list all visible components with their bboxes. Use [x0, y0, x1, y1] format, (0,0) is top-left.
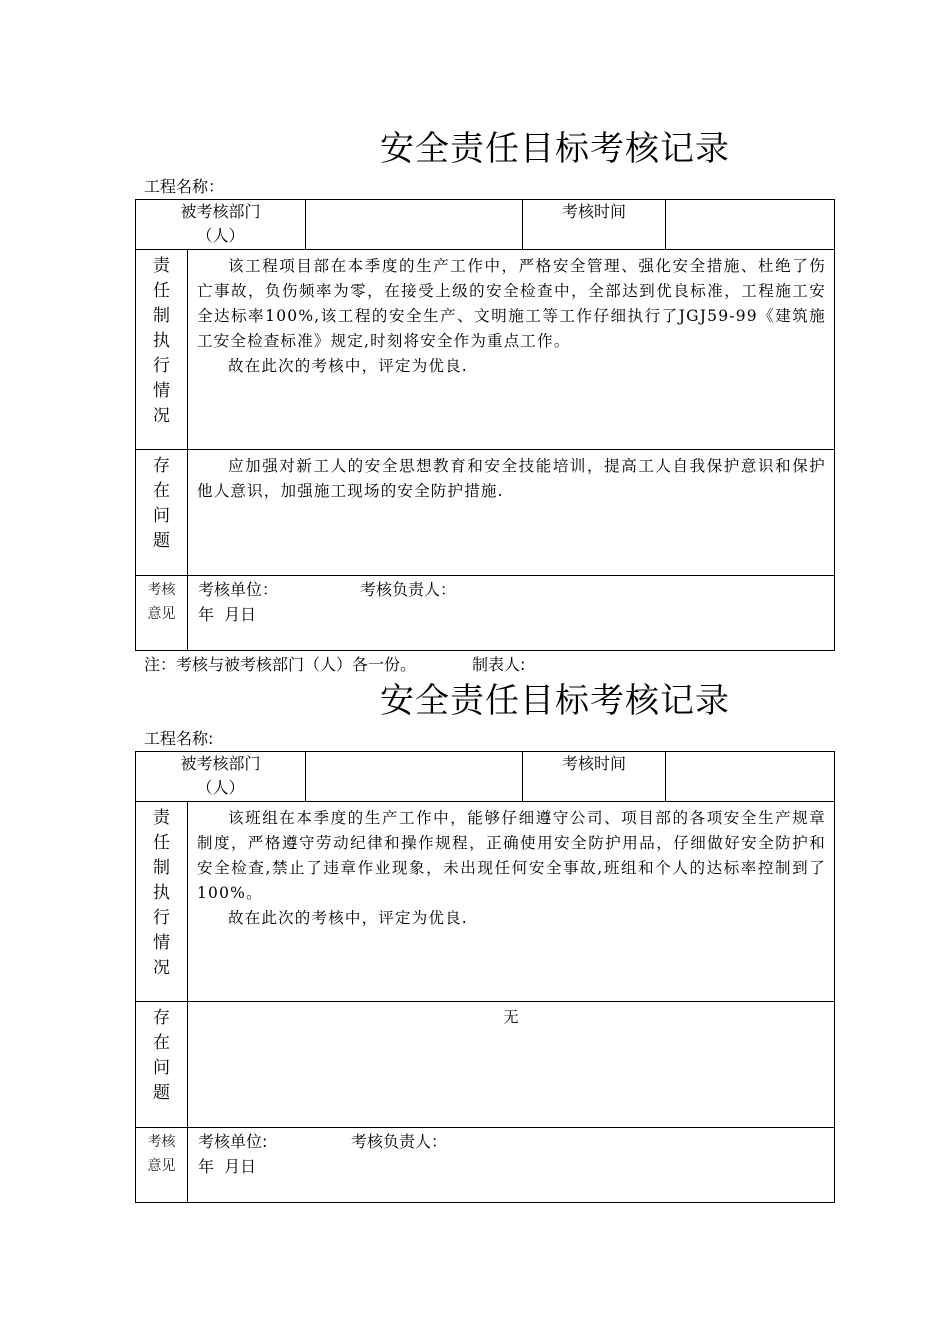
assess-time-value [666, 752, 835, 802]
opinion-cell [188, 1128, 835, 1203]
assessed-dept-label: 被考核部门 （人） [136, 200, 306, 250]
problem-text: 应加强对新工人的安全思想教育和安全技能培训，提高工人自我保护意识和保护他人意识，加强施工现场的安全防护措施. [188, 450, 835, 576]
date-label: 年 月日 [198, 605, 257, 624]
assessment-table [135, 199, 835, 250]
problem-label: 存 在 问 题 [136, 450, 188, 576]
assessed-dept-value [306, 200, 523, 250]
opinion-cell [188, 576, 835, 651]
opinion-label: 考核 意见 [136, 1128, 188, 1203]
assessment-table [135, 751, 835, 802]
problem-label: 存 在 问 题 [136, 1002, 188, 1128]
footnote [144, 655, 525, 675]
exec-status-text: 该工程项目部在本季度的生产工作中，严格安全管理、强化安全措施、杜绝了伤亡事故，负伤频率为零，在接受上级的安全检查中，全部达到优良标准，工程施工安全达标率100%,该工程的安全生产、文明施工等工作仔细执行了JGJ59-99《建筑施工安全检查标准》规定,时刻将安全作为重点工作。 故在此次的考核中，评定为优良. [188, 250, 835, 450]
assess-unit-label: 考核单位: [198, 1132, 268, 1151]
exec-status-label: 责 任 制 执 行 情 况 [136, 802, 188, 1002]
assess-time-label: 考核时间 [523, 200, 666, 250]
date-label: 年 月日 [198, 1157, 257, 1176]
exec-status-label: 责 任 制 执 行 情 况 [136, 250, 188, 450]
assessment-table-body [135, 801, 835, 1203]
assessment-table-body [135, 249, 835, 651]
exec-status-text: 该班组在本季度的生产工作中，能够仔细遵守公司、项目部的各项安全生产规章制度，严格遵守劳动纪律和操作规程，正确使用安全防护用品，仔细做好安全防护和安全检查,禁止了违章作业现象，未出现任何安全事故,班组和个人的达标率控制到了100%。 故在此次的考核中，评定为优良. [188, 802, 835, 1002]
opinion-label: 考核 意见 [136, 576, 188, 651]
assessed-dept-label: 被考核部门 （人） [136, 752, 306, 802]
maker-label: 制表人: [472, 655, 526, 674]
problem-text: 无 [188, 1002, 835, 1128]
assess-leader-label: 考核负责人： [360, 580, 457, 599]
assess-time-value [666, 200, 835, 250]
assess-time-label: 考核时间 [523, 752, 666, 802]
assessed-dept-value [306, 752, 523, 802]
project-name-label: 工程名称： [144, 177, 225, 196]
assess-leader-label: 考核负责人： [351, 1132, 448, 1151]
record-title: 安全责任目标考核记录 [380, 129, 730, 169]
project-name-label: 工程名称: [144, 729, 214, 748]
record-title: 安全责任目标考核记录 [380, 681, 730, 721]
assess-unit-label: 考核单位： [198, 580, 279, 599]
note-text: 注：考核与被考核部门（人）各一份。 [144, 655, 417, 674]
